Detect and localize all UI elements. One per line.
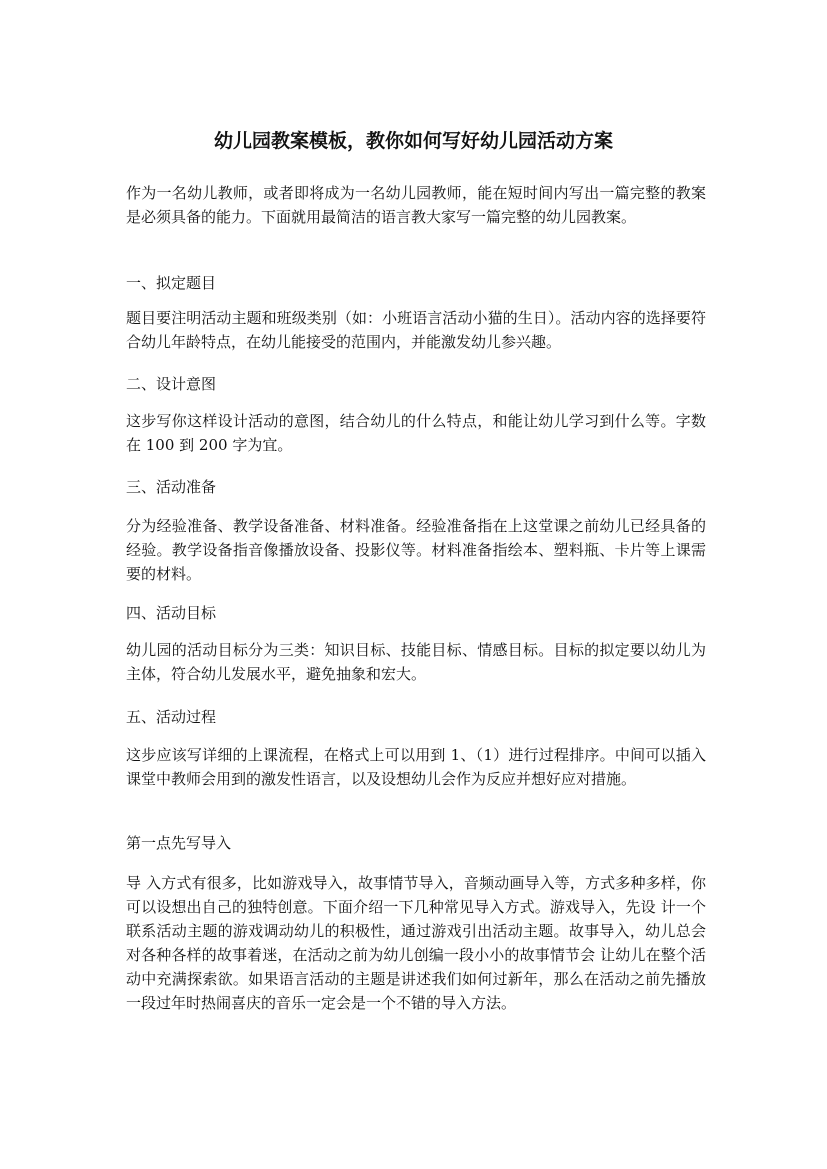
section-heading-5: 五、活动过程 bbox=[126, 708, 217, 726]
section-heading-6: 第一点先写导入 bbox=[126, 834, 232, 852]
section-body-3: 分为经验准备、教学设备准备、材料准备。经验准备指在上这堂课之前幼儿已经具备的经验。教学设备指音像播放设备、投影仪等。材料准备指绘本、塑料瓶、卡片等上课需要的材料。 bbox=[126, 517, 706, 583]
section-body-2: 这步写你这样设计活动的意图，结合幼儿的什么特点，和能让幼儿学习到什么等。字数在 100 到 200 字为宜。 bbox=[126, 412, 706, 454]
intro-paragraph: 作为一名幼儿教师，或者即将成为一名幼儿园教师，能在短时间内写出一篇完整的教案是必须具备的能力。下面就用最简洁的语言教大家写一篇完整的幼儿园教案。 bbox=[126, 184, 706, 226]
section-heading-1: 一、拟定题目 bbox=[126, 274, 217, 292]
document-title: 幼儿园教案模板，教你如何写好幼儿园活动方案 bbox=[213, 130, 613, 152]
section-heading-3: 三、活动准备 bbox=[126, 478, 217, 496]
section-body-5: 这步应该写详细的上课流程，在格式上可以用到 1、（1）进行过程排序。中间可以插入课堂中教师会用到的激发性语言，以及设想幼儿会作为反应并想好应对措施。 bbox=[126, 746, 706, 788]
section-body-4: 幼儿园的活动目标分为三类：知识目标、技能目标、情感目标。目标的拟定要以幼儿为主体，符合幼儿发展水平，避免抽象和宏大。 bbox=[126, 641, 706, 683]
section-heading-4: 四、活动目标 bbox=[126, 604, 217, 622]
section-heading-2: 二、设计意图 bbox=[126, 375, 217, 393]
section-body-6: 导 入方式有很多，比如游戏导入，故事情节导入，音频动画导入等，方式多种多样，你可以设想出自己的独特创意。下面介绍一下几种常见导入方式。游戏导入，先设 计一个联系活动主题的游戏调动幼儿的积极性，通过游戏引出活动主题。故事导入，幼儿总会对各种各样的故事着迷，在活动之前为幼儿创编一段小小的故事情节会 让幼儿在整个活动中充满探索欲。如果语言活动的主题是讲述我们如何过新年，那么在活动之前先播放一段过年时热闹喜庆的音乐一定会是一个不错的导入方法。 bbox=[126, 874, 706, 1012]
section-body-1: 题目要注明活动主题和班级类别（如：小班语言活动小猫的生日）。活动内容的选择要符合幼儿年龄特点，在幼儿能接受的范围内，并能激发幼儿参兴趣。 bbox=[126, 309, 706, 351]
